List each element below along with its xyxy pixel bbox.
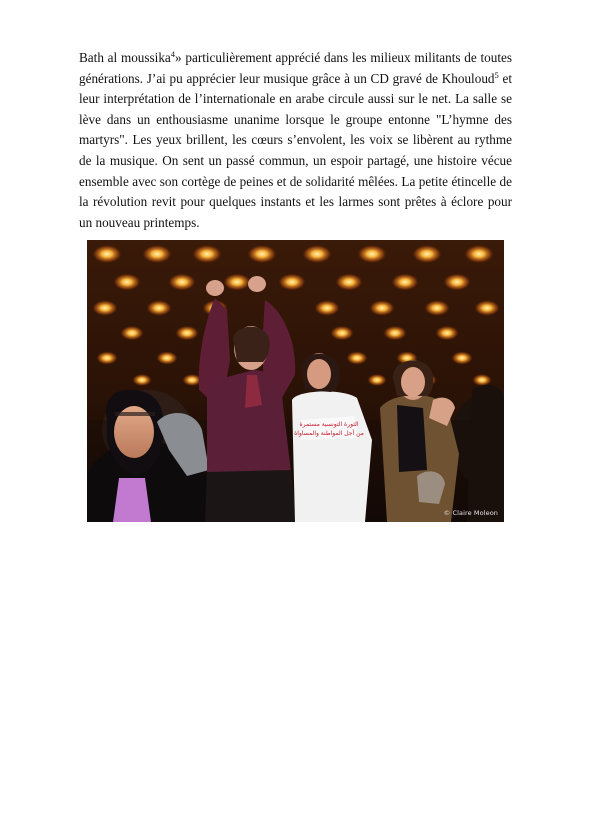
ceiling-light xyxy=(92,300,118,316)
ceiling-light xyxy=(424,300,450,316)
ceiling-light xyxy=(335,273,363,290)
ceiling-light xyxy=(474,300,500,316)
ceiling-light xyxy=(302,245,332,264)
ceiling-light xyxy=(464,245,494,264)
ceiling-light xyxy=(443,273,471,290)
ceiling-light xyxy=(412,245,442,264)
ceiling-light xyxy=(132,374,152,386)
ceiling-light xyxy=(435,326,459,341)
ceiling-light xyxy=(472,374,492,386)
ceiling-light xyxy=(383,326,407,341)
ceiling-light xyxy=(175,326,199,341)
concert-photo-image xyxy=(87,240,504,522)
ceiling-light xyxy=(96,351,118,365)
ceiling-light xyxy=(142,245,172,264)
ceiling-light xyxy=(278,273,306,290)
ceiling-light xyxy=(192,245,222,264)
ceiling-light xyxy=(156,351,178,365)
footnote-ref-4[interactable]: 4 xyxy=(170,49,176,59)
ceiling-light xyxy=(330,326,354,341)
tshirt-text-line1: الثورة التونسية مستمرة xyxy=(299,421,359,428)
ceiling-light xyxy=(346,351,368,365)
ceiling-light xyxy=(367,374,387,386)
ceiling-light xyxy=(314,300,340,316)
ceiling-light xyxy=(247,245,277,264)
photo-credit: © Claire Moleon xyxy=(443,509,498,517)
ceiling-light xyxy=(120,326,144,341)
ceiling-light xyxy=(92,245,122,264)
text-segment: Bath al moussika xyxy=(79,50,171,65)
ceiling-light xyxy=(168,273,196,290)
ceiling-light xyxy=(223,273,251,290)
ceiling-light xyxy=(451,351,473,365)
ceiling-light xyxy=(113,273,141,290)
ceiling-light xyxy=(357,245,387,264)
ceiling-light xyxy=(146,300,172,316)
footnote-ref-5[interactable]: 5 xyxy=(494,69,499,80)
ceiling-light xyxy=(391,273,419,290)
body-paragraph xyxy=(79,48,512,233)
concert-photo xyxy=(87,240,504,522)
text-segment: et leur interprétation de l’internationale en arabe circule aussi sur le net. La salle se lève dans un enthousiasme unanime lorsque le groupe entonne "L’hymne des martyrs". Les yeux brillent, les cœurs s’envolent, les voix se libèrent au rythme de la musique. On sent un passé commun, un espoir partagé, une histoire vécue ensemble avec son cortège de peines et de solidarité mêlées. La petite étincelle de la révolution revit pour quelques instants et les larmes sont prêtes à éclore pour un nouveau printemps. xyxy=(79,70,512,230)
ceiling-light xyxy=(369,300,395,316)
tshirt-text-line2: من أجل المواطنة والمساواة xyxy=(294,430,364,437)
text-segment: » particulièrement apprécié dans les milieux militants de toutes générations. J’ai pu apprécier leur musique grâce à un CD gravé de Khouloud xyxy=(79,50,513,86)
